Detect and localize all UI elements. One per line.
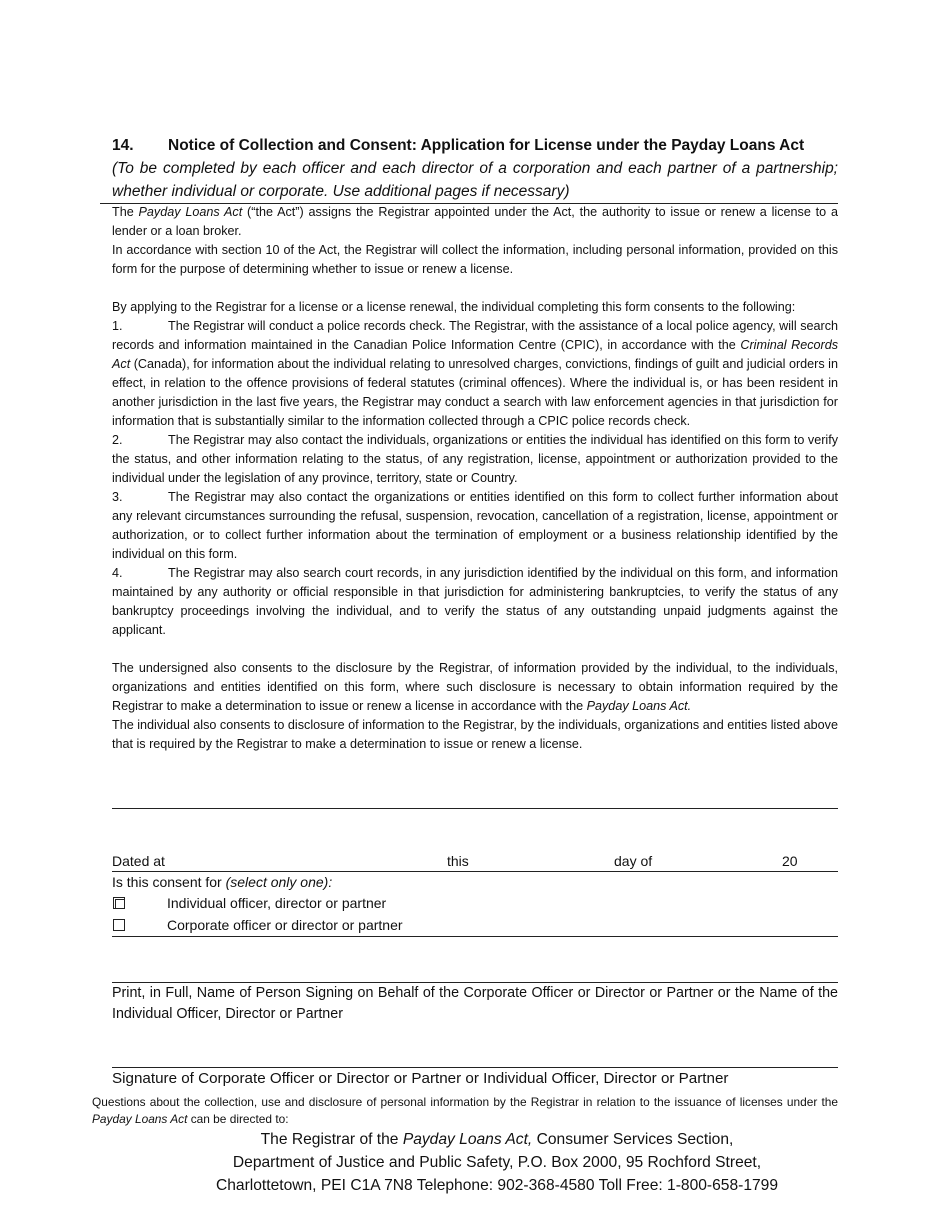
questions-note: Questions about the collection, use and disclosure of personal information by the Registrar in relation to the issuance of licenses under the Payday Loans Act can be directed to: — [92, 1095, 838, 1126]
consent-item-3: 3. The Registrar may also contact the organizations or entities identified on this form to collect further information about any relevant circumstances surrounding the refusal, suspension, revocation, cancellation of a registration, license, appointment or authorization, or to collect further information about the termination of employment or a business relationship identified by the individual on this form. — [112, 490, 838, 561]
consent-body — [112, 203, 838, 754]
individual-officer-checkbox[interactable] — [113, 897, 125, 909]
intro-paragraph-2: In accordance with section 10 of the Act, the Registrar will collect the information, including personal information, provided on this form for the purpose of determining whether to issue or renew a license. — [112, 243, 838, 276]
act-name: Payday Loans Act — [92, 1112, 188, 1126]
consent-bottom-rule — [112, 936, 838, 937]
consent-item-4: 4. The Registrar may also search court records, in any jurisdiction identified by the individual on this form, and information maintained by any authority or official responsible in that jurisdiction for administering bankruptcies, to verify the status of any bankruptcy proceedings involving the individual, and to verify the status of any outstanding unpaid judgments against the applicant. — [112, 566, 838, 637]
day-of-label: day of — [614, 853, 653, 869]
section-subtitle: (To be completed by each officer and each director of a corporation and each partner of a partnership; whether individual or corporate. Use additional pages if necessary) — [112, 160, 838, 200]
section-heading — [112, 136, 838, 156]
item-number: 3. — [112, 490, 123, 504]
intro-paragraph-1: The Payday Loans Act (“the Act”) assigns the Registrar appointed under the Act, the authority to issue or renew a license to a lender or a loan broker. — [112, 205, 838, 238]
closing-paragraph-2: The individual also consents to disclosure of information to the Registrar, by the individuals, organizations and entities listed above that is required by the Registrar to make a determination to issue or renew a license. — [112, 718, 838, 751]
address-line-1: The Registrar of the Payday Loans Act, Consumer Services Section, — [260, 1131, 734, 1148]
item-number: 4. — [112, 566, 123, 580]
intro-paragraph-3: By applying to the Registrar for a license or a license renewal, the individual completing this form consents to the following: — [112, 300, 796, 314]
consent-item-2: 2. The Registrar may also contact the individuals, organizations or entities the individual has identified on this form to verify the status, and other information relating to the status, of any registration, license, appointment or authorization provided to the individual under the legislation of any province, territory, state or Country. — [112, 433, 838, 485]
act-name: Criminal Records Act — [112, 338, 839, 371]
year-label: 20 — [782, 853, 798, 869]
dated-at-label: Dated at — [112, 853, 165, 869]
individual-officer-label: Individual officer, director or partner — [167, 895, 387, 911]
dated-line[interactable] — [112, 871, 838, 872]
this-label: this — [447, 853, 469, 869]
body-bottom-rule — [112, 808, 838, 809]
closing-paragraph-1: The undersigned also consents to the disclosure by the Registrar, of information provided by the individual, to the individuals, organizations and entities identified on this form, where such disclosure is necessary to obtain information required by the Registrar to make a determination to issue or renew a license in accordance with the Payday Loans Act. — [112, 661, 838, 713]
signature-label: Signature of Corporate Officer or Director or Partner or Individual Officer, Director or Partner — [112, 1070, 729, 1087]
print-name-label: Print, in Full, Name of Person Signing on Behalf of the Corporate Officer or Director or Partner or the Name of the Individual Officer, Director or Partner — [112, 985, 838, 1022]
address-line-2: Department of Justice and Public Safety, P.O. Box 2000, 95 Rochford Street, — [232, 1154, 762, 1171]
act-name: Payday Loans Act — [138, 205, 243, 219]
corporate-officer-checkbox[interactable] — [113, 919, 125, 931]
item-number: 2. — [112, 433, 123, 447]
section-number: 14. — [112, 137, 134, 154]
corporate-officer-label: Corporate officer or director or partner — [167, 917, 403, 933]
act-name: Payday Loans Act. — [586, 699, 692, 713]
signature-line[interactable] — [112, 1067, 838, 1068]
address-line-3: Charlottetown, PEI C1A 7N8 Telephone: 902-368-4580 Toll Free: 1-800-658-1799 — [215, 1177, 779, 1194]
consent-item-1: 1. The Registrar will conduct a police records check. The Registrar, with the assistance of a local police agency, will search records and information maintained in the Canadian Police Information Centre (CPIC), in accordance with the Criminal Records Act (Canada), for information about the individual relating to unresolved charges, convictions, findings of guilt and judicial orders in effect, in relation to the offence provisions of federal statutes (criminal offences). Where the individual is, or has been resident in another jurisdiction in the last five years, the Registrar may conduct a search with law enforcement agencies in that jurisdiction for information that is substantially similar to the information collected through a CPIC police records check. — [112, 319, 839, 428]
item-number: 1. — [112, 319, 123, 333]
registrar-address — [92, 1128, 902, 1197]
section-title: Notice of Collection and Consent: Application for License under the Payday Loans Act — [168, 137, 805, 154]
consent-question: Is this consent for (select only one): — [112, 874, 333, 890]
